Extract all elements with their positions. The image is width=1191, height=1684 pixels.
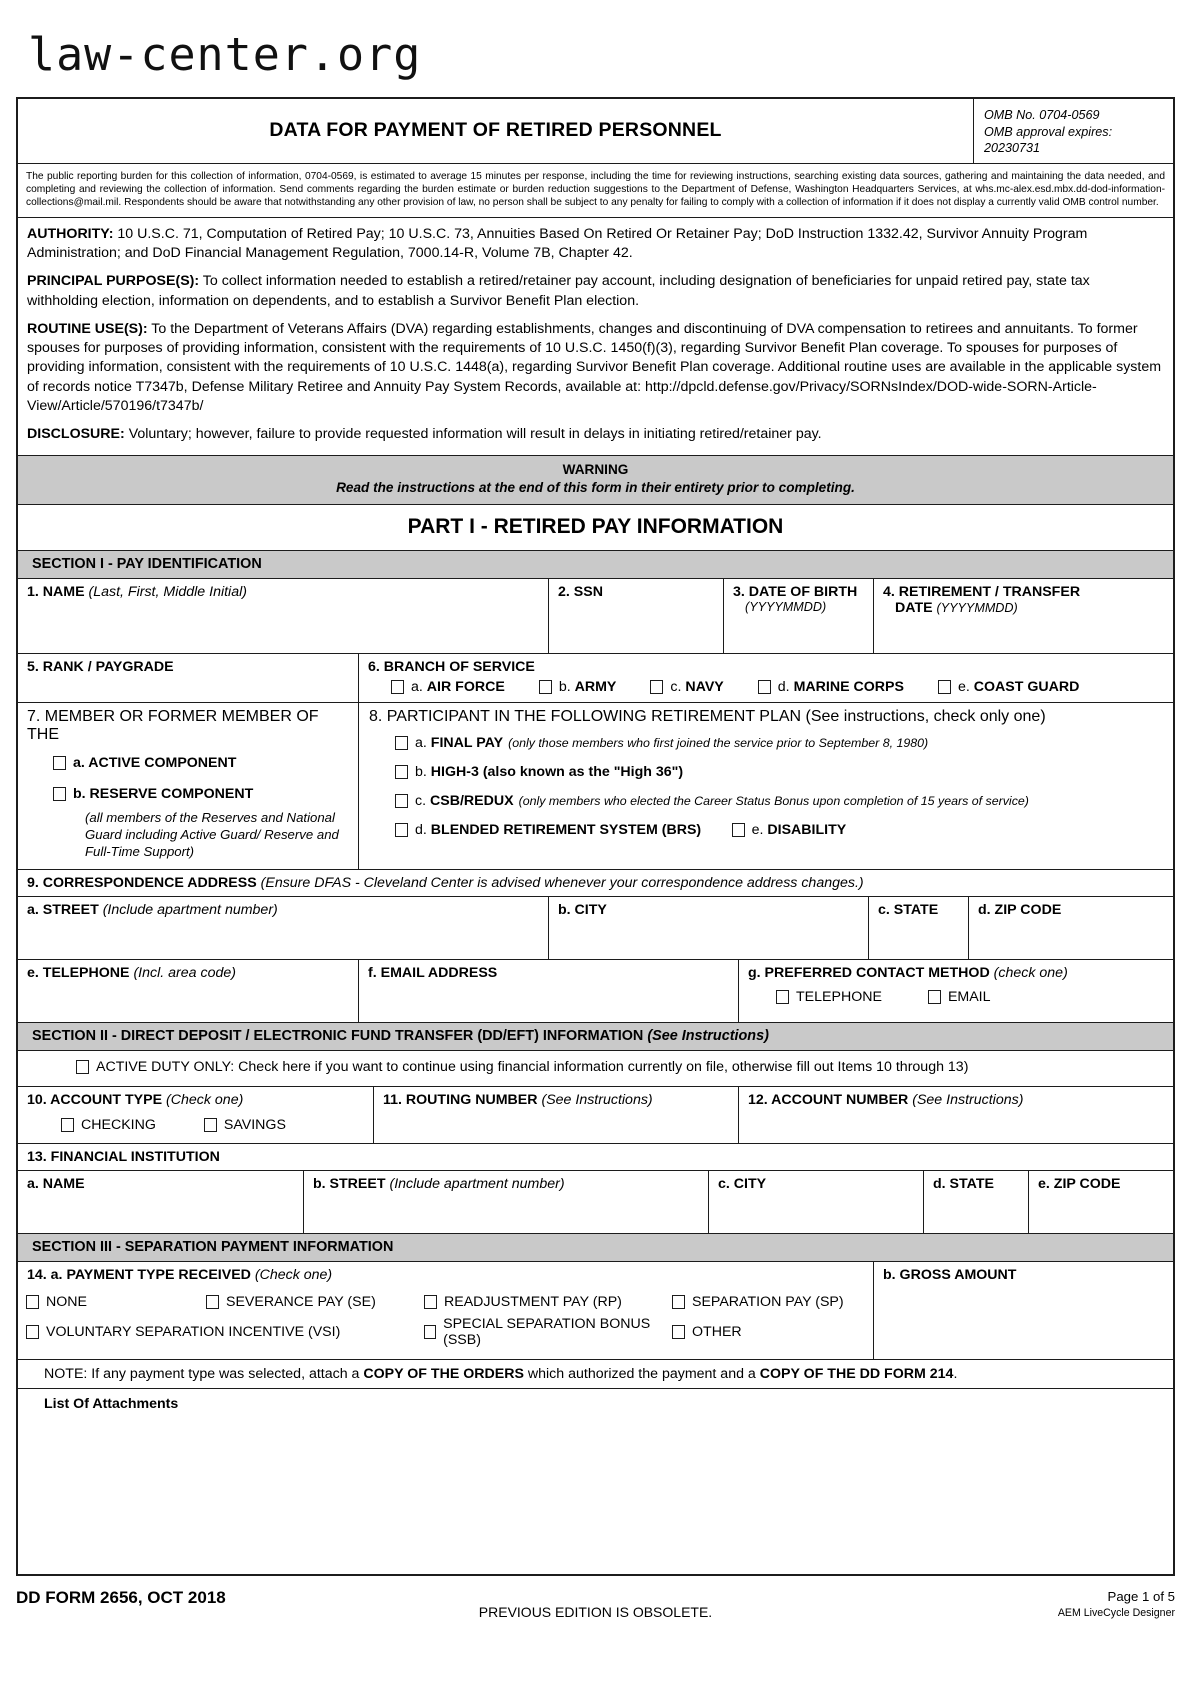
field-name-label: 1. NAME xyxy=(27,584,85,601)
field-plan-label: 8. PARTICIPANT IN THE FOLLOWING RETIREMENT PLAN xyxy=(369,708,802,726)
designer-credit: AEM LiveCycle Designer xyxy=(1057,1606,1175,1619)
field-street-label: a. STREET xyxy=(27,901,99,918)
checkbox-preferred-email[interactable] xyxy=(928,990,941,1004)
field-fi-zip-label: e. ZIP CODE xyxy=(1038,1175,1121,1192)
field-ssn[interactable] xyxy=(548,579,723,653)
checkbox-csb-redux[interactable] xyxy=(395,794,408,808)
field-zip-label: d. ZIP CODE xyxy=(978,901,1062,918)
plan-name-final-pay: FINAL PAY xyxy=(430,735,504,752)
account-type-label-wrap xyxy=(27,1092,367,1108)
payment-label-vsi: VOLUNTARY SEPARATION INCENTIVE (VSI) xyxy=(46,1323,341,1340)
field-street-hint: (Include apartment number) xyxy=(102,901,278,918)
field-email-label: f. EMAIL ADDRESS xyxy=(368,964,498,981)
plan-name-high-3: HIGH-3 (also known as the "High 36") xyxy=(430,764,684,781)
field-city[interactable] xyxy=(548,897,868,959)
plan-name-csb-redux: CSB/REDUX xyxy=(430,793,514,810)
field-branch-of-service xyxy=(358,654,1173,702)
checkbox-checking[interactable] xyxy=(61,1118,74,1132)
list-of-attachments-label: List Of Attachments xyxy=(44,1395,179,1412)
checkbox-brs[interactable] xyxy=(395,823,408,837)
checkbox-active-duty-only[interactable] xyxy=(76,1060,89,1074)
branch-option-marine-corps[interactable] xyxy=(758,679,904,695)
omb-expires-value: 20230731 xyxy=(984,141,1041,156)
field-account-type-hint: (Check one) xyxy=(166,1091,244,1108)
member-active-label: a. ACTIVE COMPONENT xyxy=(73,755,237,772)
checkbox-air-force[interactable] xyxy=(391,680,404,694)
preferred-option-telephone[interactable] xyxy=(776,989,882,1005)
page-title: DATA FOR PAYMENT OF RETIRED PERSONNEL xyxy=(269,119,722,142)
field-member-label: 7. MEMBER OR FORMER MEMBER OF THE xyxy=(27,708,319,744)
account-option-checking[interactable] xyxy=(61,1117,156,1133)
branch-option-navy[interactable] xyxy=(650,679,723,695)
warning-heading: WARNING xyxy=(562,461,629,477)
field-rank-paygrade[interactable] xyxy=(18,654,358,702)
branch-prefix-e: e. xyxy=(957,679,970,696)
field-email[interactable] xyxy=(358,960,738,1022)
field-state[interactable] xyxy=(868,897,968,959)
form-footer xyxy=(16,1588,1175,1634)
contact-row xyxy=(18,960,1173,1023)
field-date-of-birth[interactable] xyxy=(723,579,873,653)
routine-label: ROUTINE USE(S): xyxy=(27,320,148,337)
member-reserve-label: b. RESERVE COMPONENT xyxy=(73,786,254,803)
plan-hint-final-pay: (only those members who first joined the service prior to September 8, 1980) xyxy=(508,736,929,751)
preferred-option-email[interactable] xyxy=(928,989,991,1005)
list-of-attachments[interactable] xyxy=(18,1389,1173,1574)
note-copy-of-dd214: COPY OF THE DD FORM 214 xyxy=(759,1365,954,1382)
plan-prefix-a: a. xyxy=(415,735,427,752)
preferred-email-label: EMAIL xyxy=(947,988,991,1005)
field-preferred-contact xyxy=(738,960,1173,1022)
payment-option-separation[interactable] xyxy=(672,1294,844,1310)
omb-expires-label: OMB approval expires: xyxy=(984,124,1113,139)
payment-label-separation: SEPARATION PAY (SP) xyxy=(692,1293,844,1310)
field-zip[interactable] xyxy=(968,897,1173,959)
member-option-active[interactable] xyxy=(53,755,236,771)
checkbox-disability[interactable] xyxy=(732,823,745,837)
branch-prefix-b: b. xyxy=(558,679,571,696)
checkbox-severance-pay[interactable] xyxy=(206,1295,219,1309)
section-1-bar: SECTION I - PAY IDENTIFICATION xyxy=(18,551,1173,579)
field-telephone-label: e. TELEPHONE xyxy=(27,964,130,981)
preferred-contact-label-wrap xyxy=(748,965,1167,981)
checkbox-vsi[interactable] xyxy=(26,1325,39,1339)
field-name-hint: (Last, First, Middle Initial) xyxy=(88,584,247,601)
dd-form-2656 xyxy=(16,97,1175,1576)
authority-paragraph xyxy=(27,225,1164,264)
branch-prefix-d: d. xyxy=(777,679,790,696)
field-fi-city[interactable] xyxy=(708,1171,923,1233)
branch-option-air-force[interactable] xyxy=(391,679,505,695)
active-duty-text: ACTIVE DUTY ONLY: Check here if you want to continue using financial information currently on file, otherwise fill out Items 10 through 13) xyxy=(96,1058,969,1075)
payment-label-other: OTHER xyxy=(692,1323,742,1340)
checkbox-active-component[interactable] xyxy=(53,756,66,770)
account-option-savings[interactable] xyxy=(204,1117,286,1133)
member-plan-row xyxy=(18,703,1173,870)
payment-option-none[interactable] xyxy=(26,1294,206,1310)
field-member-label-wrap xyxy=(27,708,350,744)
branch-prefix-a: a. xyxy=(411,679,423,696)
field-fi-state-label: d. STATE xyxy=(933,1175,994,1192)
checkbox-other[interactable] xyxy=(672,1325,685,1339)
rank-branch-row xyxy=(18,654,1173,703)
field-routing-hint: (See Instructions) xyxy=(541,1091,653,1108)
section-3-bar: SECTION III - SEPARATION PAYMENT INFORMATION xyxy=(18,1234,1173,1262)
form-id: DD FORM 2656, OCT 2018 xyxy=(16,1587,226,1607)
field-retirement-hint: (YYYYMMDD) xyxy=(936,601,1018,616)
field-account-type-label: 10. ACCOUNT TYPE xyxy=(27,1091,163,1108)
payment-type-row xyxy=(18,1262,1173,1360)
part-1-title: PART I - RETIRED PAY INFORMATION xyxy=(18,505,1173,551)
field-branch-label-wrap xyxy=(359,654,1173,675)
burden-statement: The public reporting burden for this collection of information, 0704-0569, is estimated to average 15 minutes per response, including the time for reviewing instructions, searching existing data sources, gathering and maintaining the data needed, and completing and reviewing the collection of information. Send comments regarding the burden estimate or burden reduction suggestions to the Department of Defense, Washington Headquarters Services, at whs.mc-alex.esd.mbx.dd-dod-information-collections@mail.mil. Respondents should be aware that notwithstanding any other provision of law, no person shall be subject to any penalty for failing to comply with a collection of information if it does not display a currently valid OMB control number. xyxy=(18,164,1173,218)
field-plan-label-wrap xyxy=(369,708,1165,726)
section-2-hint: (See Instructions) xyxy=(647,1027,769,1044)
payment-option-other[interactable] xyxy=(672,1324,742,1340)
field-telephone[interactable] xyxy=(18,960,358,1022)
attachment-note xyxy=(18,1360,1173,1389)
note-suffix: . xyxy=(953,1365,958,1382)
address-row xyxy=(18,897,1173,960)
purpose-paragraph xyxy=(27,272,1164,311)
field-plan-hint: (See instructions, check only one) xyxy=(805,708,1046,726)
branch-option-army[interactable] xyxy=(539,679,617,695)
note-prefix: NOTE: If any payment type was selected, attach a xyxy=(44,1365,364,1382)
field-retirement-date[interactable] xyxy=(873,579,1173,653)
field-preferred-label: g. PREFERRED CONTACT METHOD xyxy=(748,964,990,981)
field-9-hint: (Ensure DFAS - Cleveland Center is advised whenever your correspondence address changes.) xyxy=(260,874,864,891)
routine-text: To the Department of Veterans Affairs (DVA) regarding establishments, changes and discontinuing of DVA compensation to retirees and annuitants. To former spouses for purposes of providing information, consistent with the requirements of 10 U.S.C. 1450(f)(3), regarding Survivor Benefit Plan coverage. To spouses for purposes of providing information, consistent with the requirements of 10 U.S.C. 1448(a), regarding Survivor Benefit Plan coverage. Additional routine uses are available in the applicable system of records notice T7347b, Defense Military Retiree and Annuity Pay System Records, available at: http://dpcld.defense.gov/Privacy/SORNsIndex/DOD-wide-SORN-Article-View/Article/570196/t7347b/ xyxy=(27,320,1162,415)
field-ssn-label: 2. SSN xyxy=(558,584,603,601)
branch-option-coast-guard[interactable] xyxy=(938,679,1079,695)
checkbox-final-pay[interactable] xyxy=(395,736,408,750)
branch-name-air-force: AIR FORCE xyxy=(426,679,505,696)
authority-text: 10 U.S.C. 71, Computation of Retired Pay; 10 U.S.C. 73, Annuities Based On Retired Or Retainer Pay; DoD Instruction 1332.42, Survivor Annuity Program Administration; and DoD Financial Management Regulation, 7000.14-R, Volume 7B, Chapter 42. xyxy=(27,225,1088,261)
authority-label: AUTHORITY: xyxy=(27,225,114,242)
plan-name-brs: BLENDED RETIREMENT SYSTEM (BRS) xyxy=(430,822,702,839)
checkbox-navy[interactable] xyxy=(650,680,663,694)
plan-option-csb-redux[interactable] xyxy=(395,793,1029,809)
branch-options xyxy=(359,675,1173,702)
financial-institution-row xyxy=(18,1171,1173,1234)
warning-text: Read the instructions at the end of this form in their entirety prior to completing. xyxy=(336,480,855,496)
field-state-label: c. STATE xyxy=(878,901,939,918)
field-fi-zip[interactable] xyxy=(1028,1171,1173,1233)
field-fi-city-label: c. CITY xyxy=(718,1175,767,1192)
field-city-label: b. CITY xyxy=(558,901,607,918)
field-fi-state[interactable] xyxy=(923,1171,1028,1233)
section-2-title: SECTION II - DIRECT DEPOSIT / ELECTRONIC FUND TRANSFER (DD/EFT) INFORMATION xyxy=(32,1027,644,1044)
preferred-telephone-label: TELEPHONE xyxy=(796,988,882,1005)
site-brand: law-center.org xyxy=(28,28,422,81)
omb-box xyxy=(973,99,1173,163)
checkbox-army[interactable] xyxy=(539,680,552,694)
payment-option-vsi[interactable] xyxy=(26,1324,424,1340)
field-name[interactable] xyxy=(18,579,548,653)
privacy-act-statement xyxy=(18,218,1173,456)
active-duty-option[interactable] xyxy=(76,1059,968,1075)
payment-row-2 xyxy=(18,1313,873,1351)
member-reserve-sublabel: (all members of the Reserves and National Guard including Active Guard/ Reserve and Full-Time Support) xyxy=(85,810,339,859)
field-retirement-label: 4. RETIREMENT / TRANSFER xyxy=(883,584,1081,601)
account-row xyxy=(18,1087,1173,1144)
plan-hint-csb-redux: (only members who elected the Career Status Bonus upon completion of 15 years of service) xyxy=(518,794,1029,809)
payment-label-readjustment: READJUSTMENT PAY (RP) xyxy=(444,1293,622,1310)
checkbox-savings[interactable] xyxy=(204,1118,217,1132)
field-preferred-hint: (check one) xyxy=(993,964,1068,981)
payment-option-readjustment[interactable] xyxy=(424,1294,672,1310)
checkbox-ssb[interactable] xyxy=(424,1325,436,1339)
checkbox-coast-guard[interactable] xyxy=(938,680,951,694)
field-14b-label: b. GROSS AMOUNT xyxy=(883,1266,1017,1283)
payment-label-none: NONE xyxy=(46,1293,87,1310)
savings-label: SAVINGS xyxy=(223,1116,286,1133)
checkbox-preferred-telephone[interactable] xyxy=(776,990,789,1004)
routine-use-paragraph xyxy=(27,320,1164,417)
branch-name-navy: NAVY xyxy=(685,679,724,696)
disclosure-text: Voluntary; however, failure to provide requested information will result in delays in initiating retired/retainer pay. xyxy=(124,426,822,443)
page-number: Page 1 of 5 xyxy=(1107,1588,1175,1604)
checkbox-high-3[interactable] xyxy=(395,765,408,779)
payment-option-ssb[interactable] xyxy=(424,1316,672,1348)
warning-banner xyxy=(18,456,1173,506)
checkbox-readjustment-pay[interactable] xyxy=(424,1295,437,1309)
field-payment-type xyxy=(18,1262,873,1359)
purpose-label: PRINCIPAL PURPOSE(S): xyxy=(27,273,200,290)
checkbox-none[interactable] xyxy=(26,1295,39,1309)
field-rank-label: 5. RANK / PAYGRADE xyxy=(27,659,174,676)
field-account-number-label: 12. ACCOUNT NUMBER xyxy=(748,1091,909,1108)
payment-row-1 xyxy=(18,1291,873,1313)
field-street[interactable] xyxy=(18,897,548,959)
field-account-number-hint: (See Instructions) xyxy=(912,1091,1024,1108)
omb-number: OMB No. 0704-0569 xyxy=(984,108,1100,122)
plan-prefix-e: e. xyxy=(751,822,764,839)
field-14a-hint: (Check one) xyxy=(254,1266,333,1283)
payment-option-severance[interactable] xyxy=(206,1294,424,1310)
field-routing-label: 11. ROUTING NUMBER xyxy=(383,1091,538,1108)
field-account-number[interactable] xyxy=(738,1087,1173,1143)
form-title-row xyxy=(18,99,1173,164)
plan-prefix-b: b. xyxy=(415,764,427,781)
note-copy-of-orders: COPY OF THE ORDERS xyxy=(363,1365,524,1382)
payment-label-ssb: SPECIAL SEPARATION BONUS (SSB) xyxy=(443,1315,651,1348)
plan-option-high-3[interactable] xyxy=(395,764,683,780)
field-fi-street-hint: (Include apartment number) xyxy=(389,1175,565,1192)
purpose-text: To collect information needed to establish a retired/retainer pay account, including designation of beneficiaries for unpaid retired pay, state tax withholding election, information on dependents, and to establish a Survivor Benefit Plan election. xyxy=(27,273,1090,309)
field-correspondence-address-header xyxy=(18,870,1173,897)
disclosure-label: DISCLOSURE: xyxy=(27,426,125,443)
branch-name-army: ARMY xyxy=(574,679,617,696)
payment-type-label-wrap xyxy=(18,1262,873,1285)
field-retirement-label2: DATE xyxy=(895,600,933,617)
field-routing-number[interactable] xyxy=(373,1087,738,1143)
field-fi-street[interactable] xyxy=(303,1171,708,1233)
field-14a-label: 14. a. PAYMENT TYPE RECEIVED xyxy=(27,1266,251,1283)
branch-name-marine-corps: MARINE CORPS xyxy=(793,679,904,696)
checkbox-marine-corps[interactable] xyxy=(758,680,771,694)
branch-prefix-c: c. xyxy=(670,679,682,696)
checkbox-reserve-component[interactable] xyxy=(53,787,66,801)
note-mid: which authorized the payment and a xyxy=(523,1365,760,1382)
disclosure-paragraph xyxy=(27,425,1164,444)
section-2-bar xyxy=(18,1023,1173,1051)
plan-option-disability[interactable] xyxy=(732,822,847,838)
plan-prefix-c: c. xyxy=(415,793,427,810)
form-title-cell xyxy=(18,99,973,163)
field-9-label: 9. CORRESPONDENCE ADDRESS xyxy=(27,874,257,891)
field-dob-hint: (YYYYMMDD) xyxy=(745,600,827,615)
field-member-type xyxy=(18,703,358,869)
member-option-reserve[interactable] xyxy=(53,786,253,802)
field-dob-label: 3. DATE OF BIRTH xyxy=(733,584,858,601)
payment-type-options xyxy=(18,1285,873,1359)
plan-option-brs[interactable] xyxy=(395,822,701,838)
field-retirement-plan xyxy=(358,703,1173,869)
checking-label: CHECKING xyxy=(81,1116,156,1133)
field-13-label: 13. FINANCIAL INSTITUTION xyxy=(27,1148,220,1165)
field-branch-label: 6. BRANCH OF SERVICE xyxy=(368,659,535,676)
field-account-type xyxy=(18,1087,373,1143)
field-fi-street-label: b. STREET xyxy=(313,1175,386,1192)
branch-name-coast-guard: COAST GUARD xyxy=(973,679,1080,696)
field-telephone-hint: (Incl. area code) xyxy=(133,964,236,981)
payment-label-severance: SEVERANCE PAY (SE) xyxy=(226,1293,376,1310)
checkbox-separation-pay[interactable] xyxy=(672,1295,685,1309)
previous-edition-note: PREVIOUS EDITION IS OBSOLETE. xyxy=(478,1603,713,1620)
plan-option-final-pay[interactable] xyxy=(395,735,928,751)
field-financial-institution-header xyxy=(18,1144,1173,1171)
field-fi-name[interactable] xyxy=(18,1171,303,1233)
identification-row xyxy=(18,579,1173,654)
active-duty-only-row[interactable] xyxy=(18,1051,1173,1087)
plan-name-disability: DISABILITY xyxy=(767,822,847,839)
field-gross-amount[interactable] xyxy=(873,1262,1173,1359)
field-fi-name-label: a. NAME xyxy=(27,1175,85,1192)
plan-prefix-d: d. xyxy=(415,822,427,839)
